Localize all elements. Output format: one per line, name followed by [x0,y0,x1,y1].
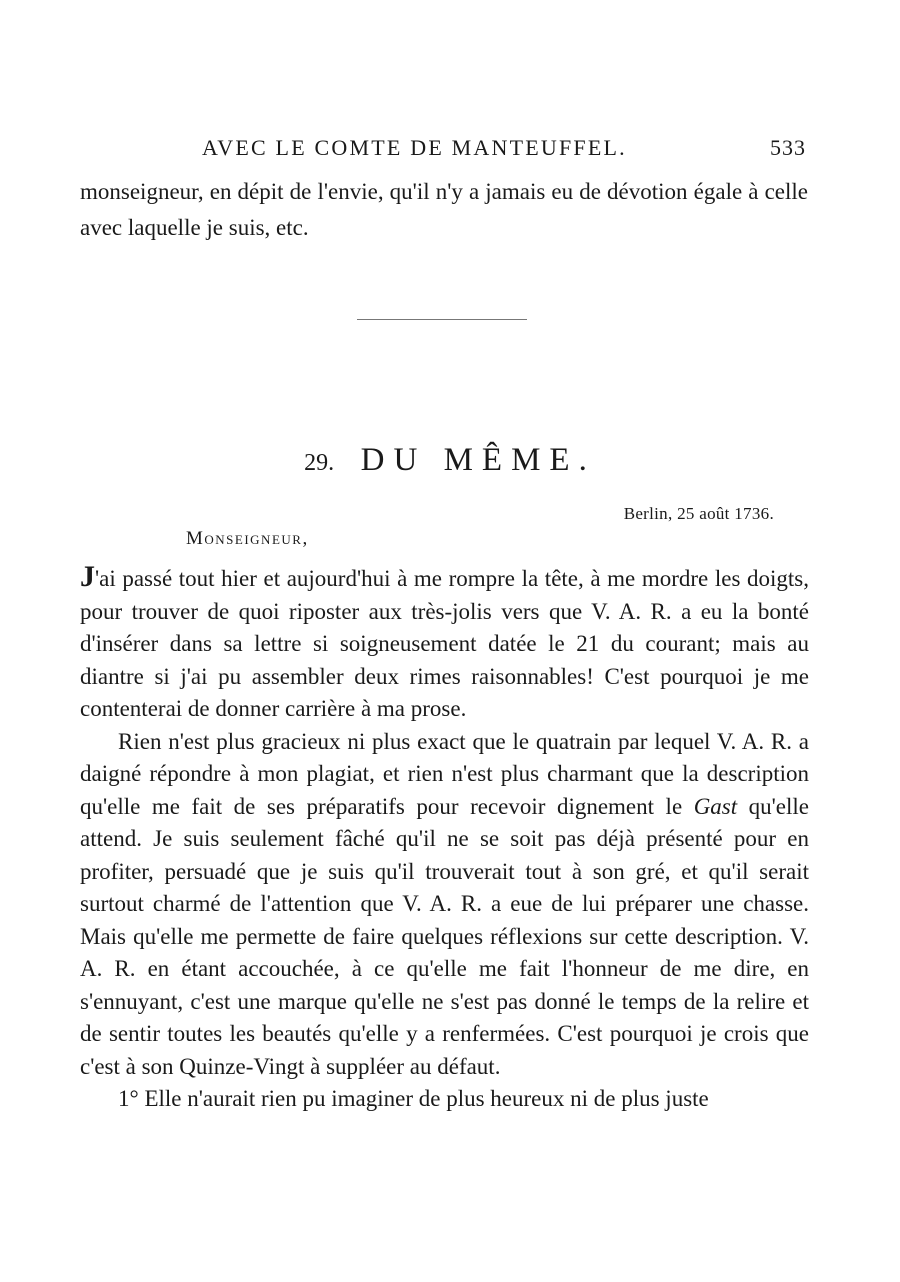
paragraph-1-text: 'ai passé tout hier et aujourd'hui à me rompre la tête, à me mordre les doigts, pour trouver de quoi riposter aux très-jolis vers que V. A. R. a eu la bonté d'insérer dans sa lettre si soigneusement datée le 21 du courant; mais au diantre si j'ai pu assembler deux rimes raisonnables! C'est pourquoi je me contenterai de donner carrière à ma prose. [80,566,809,721]
running-head [80,131,806,165]
paragraph-2-italic: Gast [693,793,738,819]
section-separator-line [357,319,527,320]
letter-heading [0,438,900,485]
previous-letter-closing: monseigneur, en dépit de l'envie, qu'il n'y a jamais eu de dévotion égale à celle avec laquelle je suis, etc. [80,179,808,240]
paragraph-2-text-a: Rien n'est plus gracieux ni plus exact que le quatrain par lequel V. A. R. a daigné répondre à mon plagiat, et rien n'est plus charmant que la description qu'elle me fait de ses préparatifs pour recevoir dignement le [80,728,809,819]
paragraph-2 [80,726,809,1084]
letter-number: 29. [304,450,335,476]
letter-body [80,560,810,1116]
letter-title: DU MÊME. [360,442,596,478]
drop-cap: J [80,560,95,593]
running-head-title: AVEC LE COMTE DE MANTEUFFEL. [202,135,627,160]
paragraph-3 [80,1083,809,1116]
page-number: 533 [770,135,806,160]
letter-dateline: Berlin, 25 août 1736. [623,504,774,523]
paragraph-1 [80,560,809,726]
paragraph-3-text: 1° Elle n'aurait rien pu imaginer de plus heureux ni de plus juste [118,1086,709,1111]
letter-salutation: Monseigneur, [186,528,309,549]
paragraph-2-text-b: qu'elle attend. Je suis seulement fâché qu'il ne se soit pas déjà présenté pour en profiter, persuadé que je suis qu'il trouverait tout à son gré, et qu'il serait surtout charmé de l'attention que V. A. R. a eue de lui préparer une chasse. Mais qu'elle me permette de faire quelques réflexions sur cette description. V. A. R. en étant accouchée, à ce qu'elle me fait l'honneur de me dire, en s'ennuyant, c'est une marque qu'elle ne s'est pas donné le temps de la relire et de sentir toutes les beautés qu'elle y a renfermées. C'est pourquoi je crois que c'est à son Quinze-Vingt à suppléer au défaut. [80,793,810,1079]
